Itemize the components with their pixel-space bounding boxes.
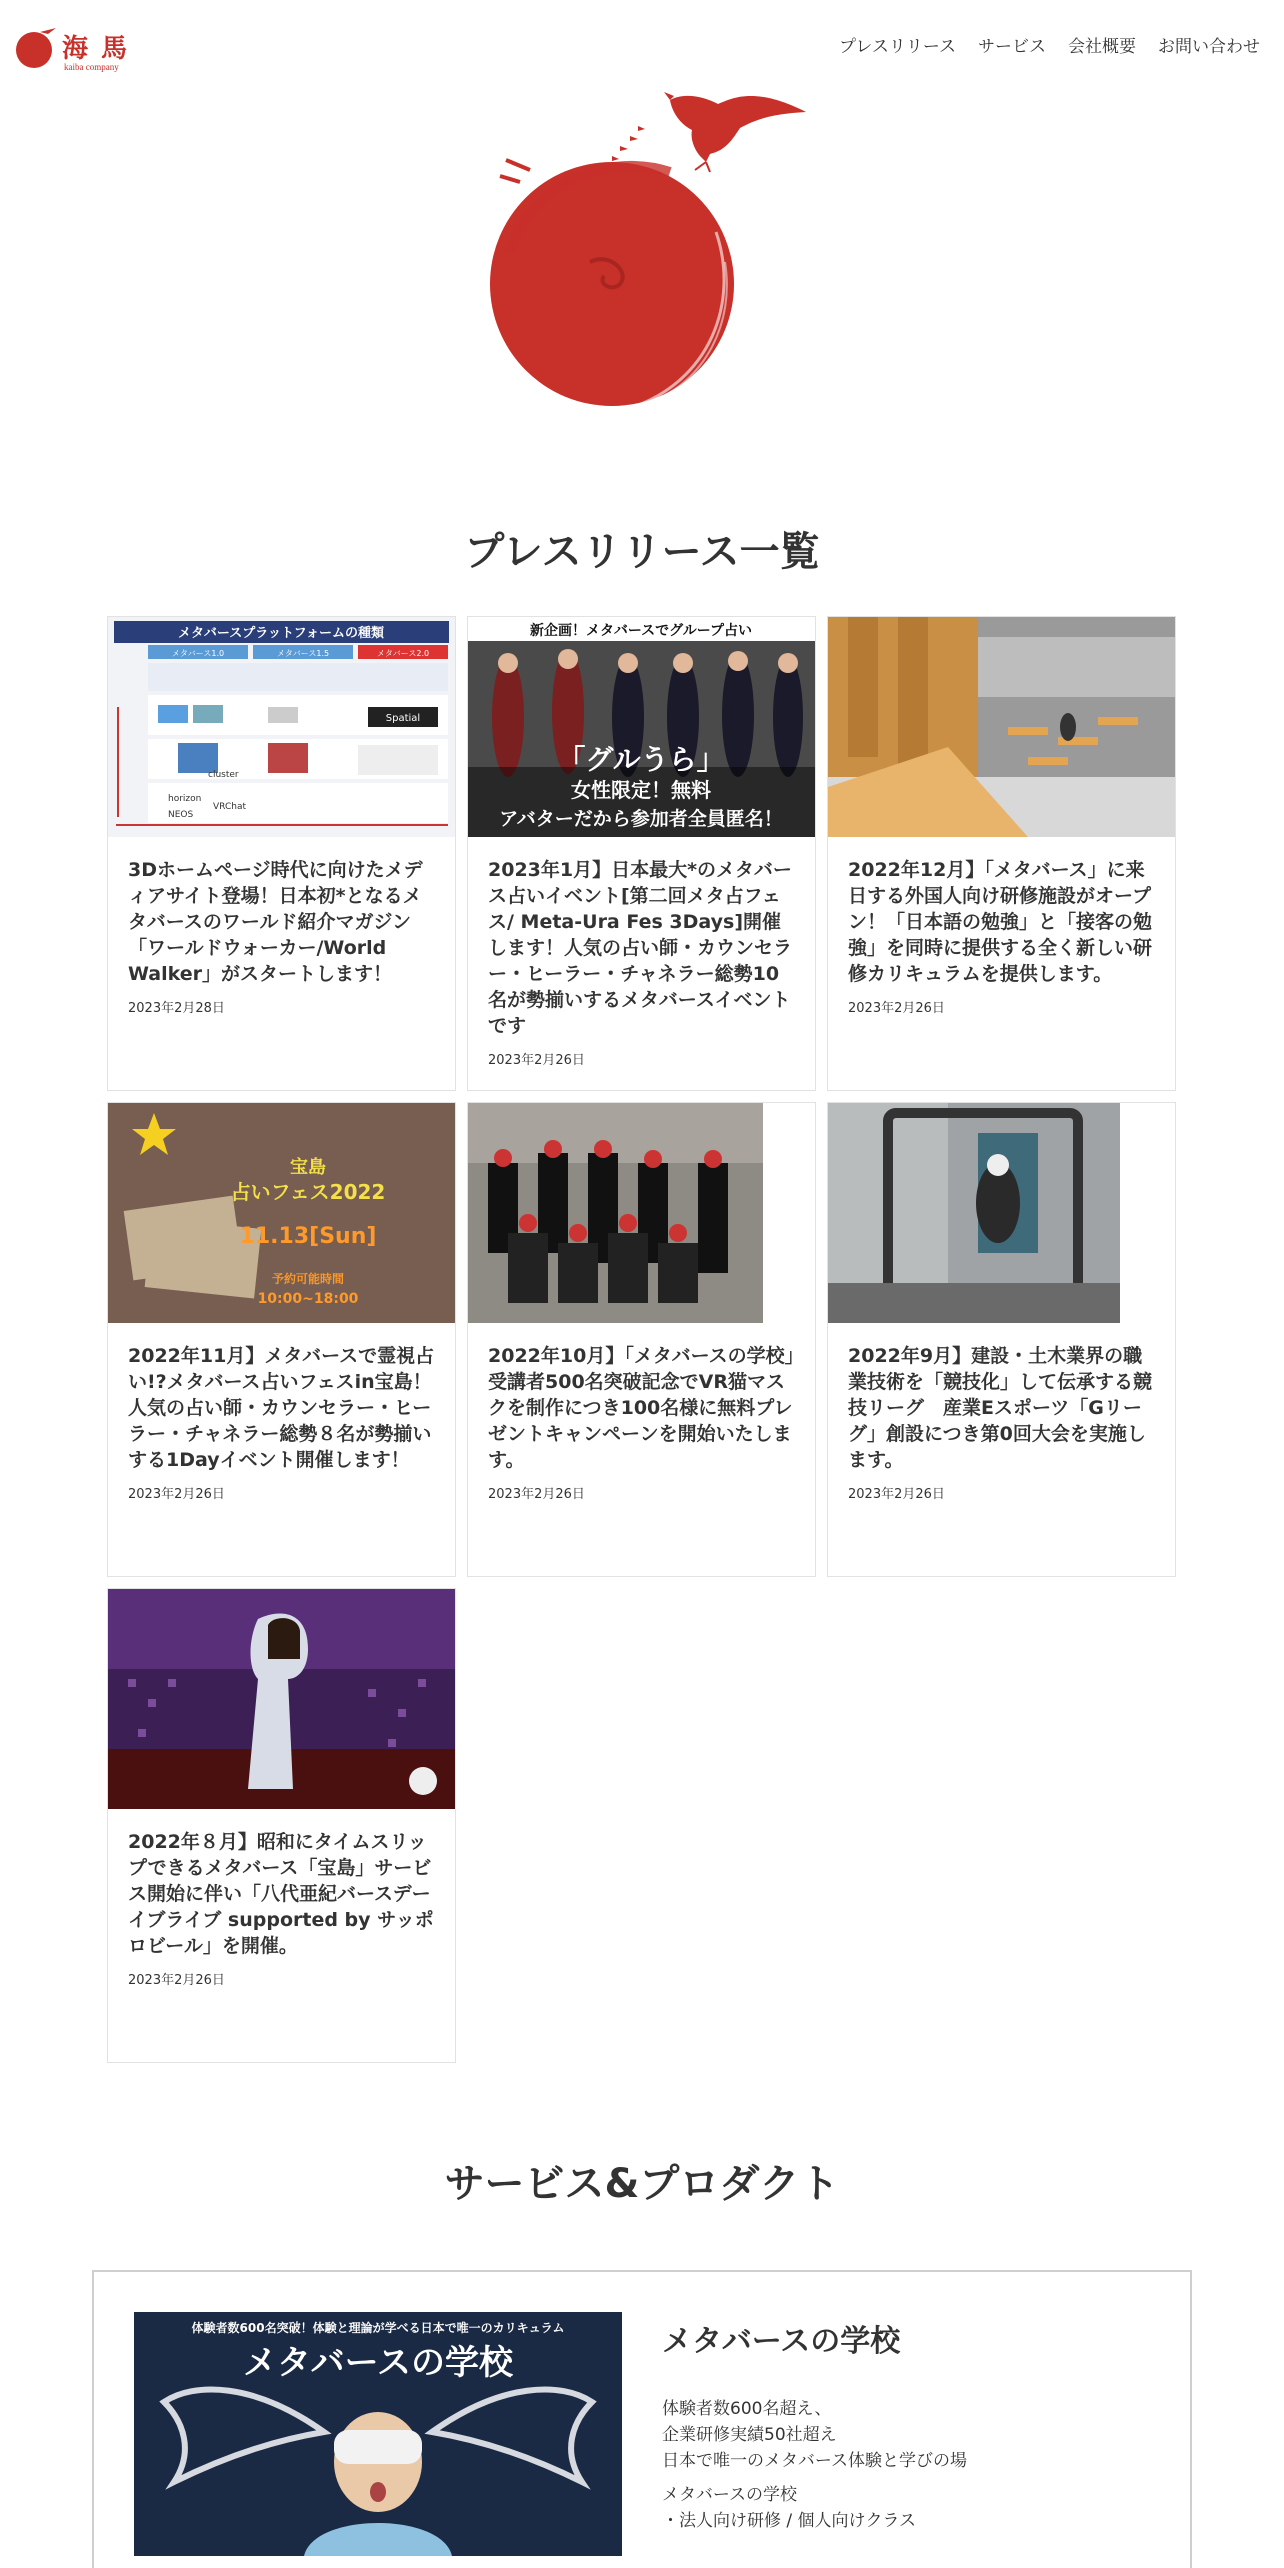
press-card-title[interactable]: 2022年12月】「メタバース」に来日する外国人向け研修施設がオープン！「日本語の勉強」と「接客の勉強」を同時に提供する全く新しい研修カリキュラムを提供します。 bbox=[848, 859, 1153, 985]
nav-services[interactable]: サービス bbox=[978, 37, 1046, 57]
svg-text:予約可能時間: 予約可能時間 bbox=[271, 1272, 345, 1286]
press-card[interactable] bbox=[467, 616, 816, 1091]
press-card-image bbox=[828, 1103, 1175, 1323]
svg-text:メタバース2.0: メタバース2.0 bbox=[376, 649, 430, 658]
press-card-image bbox=[108, 617, 455, 837]
press-card-title[interactable]: 2022年８月】昭和にタイムスリップできるメタバース「宝島」サービス開始に伴い「八代亜紀バースデーイブライブ supported by サッポロビール」を開催。 bbox=[128, 1831, 434, 1957]
svg-text:メタバース1.5: メタバース1.5 bbox=[276, 649, 330, 658]
image-text: 宝島 bbox=[290, 1157, 326, 1178]
service-desc-line: 企業研修実績50社超え bbox=[662, 2425, 837, 2445]
press-card-date: 2023年2月28日 bbox=[128, 1001, 225, 1016]
image-text: メタバースプラットフォームの種類 bbox=[178, 626, 384, 641]
press-card-title[interactable]: 3Dホームページ時代に向けたメディアサイト登場！日本初*となるメタバースのワールド紹介マガジン「ワールドウォーカー/World Walker」がスタートします！ bbox=[128, 859, 423, 985]
press-card-image bbox=[468, 617, 815, 837]
service-detail-line: ・法人向け研修 / 個人向けクラス bbox=[662, 2511, 917, 2531]
press-card-date: 2023年2月26日 bbox=[128, 1973, 225, 1988]
logo-subtext: kaiba company bbox=[64, 62, 119, 72]
service-image bbox=[134, 2312, 622, 2556]
service-image-banner: 体験者数600名突破！体験と理論が学べる日本で唯一のカリキュラム bbox=[191, 2321, 565, 2335]
press-section-title: プレスリリース一覧 bbox=[464, 529, 820, 575]
press-card-title[interactable]: 2023年1月】日本最大*のメタバース占いイベント[第二回メタ占フェス/ Meta-Ura Fes 3Days]開催します！人気の占い師・カウンセラー・ヒーラー・チャネラー総勢10名が勢揃いするメタバースイベントです bbox=[488, 859, 793, 1037]
press-card[interactable] bbox=[107, 1102, 456, 1577]
press-card-image bbox=[828, 617, 1175, 837]
hero-illustration bbox=[470, 62, 830, 432]
svg-text:女性限定！無料: 女性限定！無料 bbox=[571, 778, 711, 802]
press-card-date: 2023年2月26日 bbox=[488, 1487, 585, 1502]
press-card-date: 2023年2月26日 bbox=[848, 1487, 945, 1502]
service-desc-line: 体験者数600名超え、 bbox=[662, 2399, 832, 2419]
service-description bbox=[662, 2396, 967, 2474]
press-card[interactable] bbox=[107, 616, 456, 1091]
press-card-date: 2023年2月26日 bbox=[488, 1053, 585, 1068]
svg-text:VRChat: VRChat bbox=[213, 802, 246, 812]
svg-text:cluster: cluster bbox=[208, 770, 239, 780]
service-detail-line: メタバースの学校 bbox=[662, 2485, 797, 2505]
service-name[interactable]: メタバースの学校 bbox=[662, 2324, 901, 2359]
nav-company[interactable]: 会社概要 bbox=[1068, 37, 1136, 57]
service-image-title: メタバースの学校 bbox=[243, 2343, 513, 2383]
press-card[interactable] bbox=[827, 616, 1176, 1091]
press-card-date: 2023年2月26日 bbox=[848, 1001, 945, 1016]
svg-text:メタバース1.0: メタバース1.0 bbox=[171, 649, 225, 658]
press-card-image bbox=[108, 1589, 455, 1809]
svg-text:占いフェス2022: 占いフェス2022 bbox=[230, 1180, 386, 1204]
press-card[interactable] bbox=[827, 1102, 1176, 1577]
image-text: 新企画！メタバースでグループ占い bbox=[529, 623, 753, 639]
press-card[interactable] bbox=[467, 1102, 816, 1577]
press-card-image bbox=[468, 1103, 815, 1323]
press-card[interactable] bbox=[107, 1588, 456, 2063]
main-nav bbox=[839, 32, 1260, 57]
press-card-title[interactable]: 2022年11月】メタバースで霊視占い!?メタバース占いフェスin宝島！人気の占い師・カウンセラー・ヒーラー・チャネラー総勢８名が勢揃いする1Dayイベント開催します！ bbox=[128, 1345, 435, 1471]
service-desc-line: 日本で唯一のメタバース体験と学びの場 bbox=[662, 2451, 967, 2471]
nav-press-release[interactable]: プレスリリース bbox=[839, 37, 956, 57]
svg-text:「グルうら」: 「グルうら」 bbox=[557, 743, 725, 776]
press-card-image bbox=[108, 1103, 455, 1323]
svg-text:NEOS: NEOS bbox=[168, 810, 194, 820]
service-card[interactable] bbox=[92, 2270, 1192, 2568]
svg-text:11.13[Sun]: 11.13[Sun] bbox=[239, 1224, 377, 1249]
services-section-title: サービス&プロダクト bbox=[444, 2161, 840, 2207]
service-details bbox=[662, 2482, 916, 2534]
svg-text:アバターだから参加者全員匿名！: アバターだから参加者全員匿名！ bbox=[499, 808, 783, 830]
logo-sun-icon bbox=[12, 24, 58, 70]
press-card-title[interactable]: 2022年10月】「メタバースの学校」受講者500名突破記念でVR猫マスクを制作につき100名様に無料プレゼントキャンペーンを開始いたします。 bbox=[488, 1345, 795, 1471]
press-card-date: 2023年2月26日 bbox=[128, 1487, 225, 1502]
svg-text:10:00~18:00: 10:00~18:00 bbox=[257, 1291, 359, 1307]
logo-text: 海 馬 bbox=[62, 34, 130, 64]
svg-text:horizon: horizon bbox=[168, 794, 202, 804]
site-logo[interactable] bbox=[12, 18, 132, 78]
svg-text:Spatial: Spatial bbox=[385, 713, 421, 724]
nav-contact[interactable]: お問い合わせ bbox=[1158, 37, 1260, 57]
press-card-title[interactable]: 2022年9月】建設・土木業界の職業技術を「競技化」して伝承する競技リーグ 産業Eスポーツ「Gリーグ」創設につき第0回大会を実施します。 bbox=[848, 1345, 1153, 1471]
